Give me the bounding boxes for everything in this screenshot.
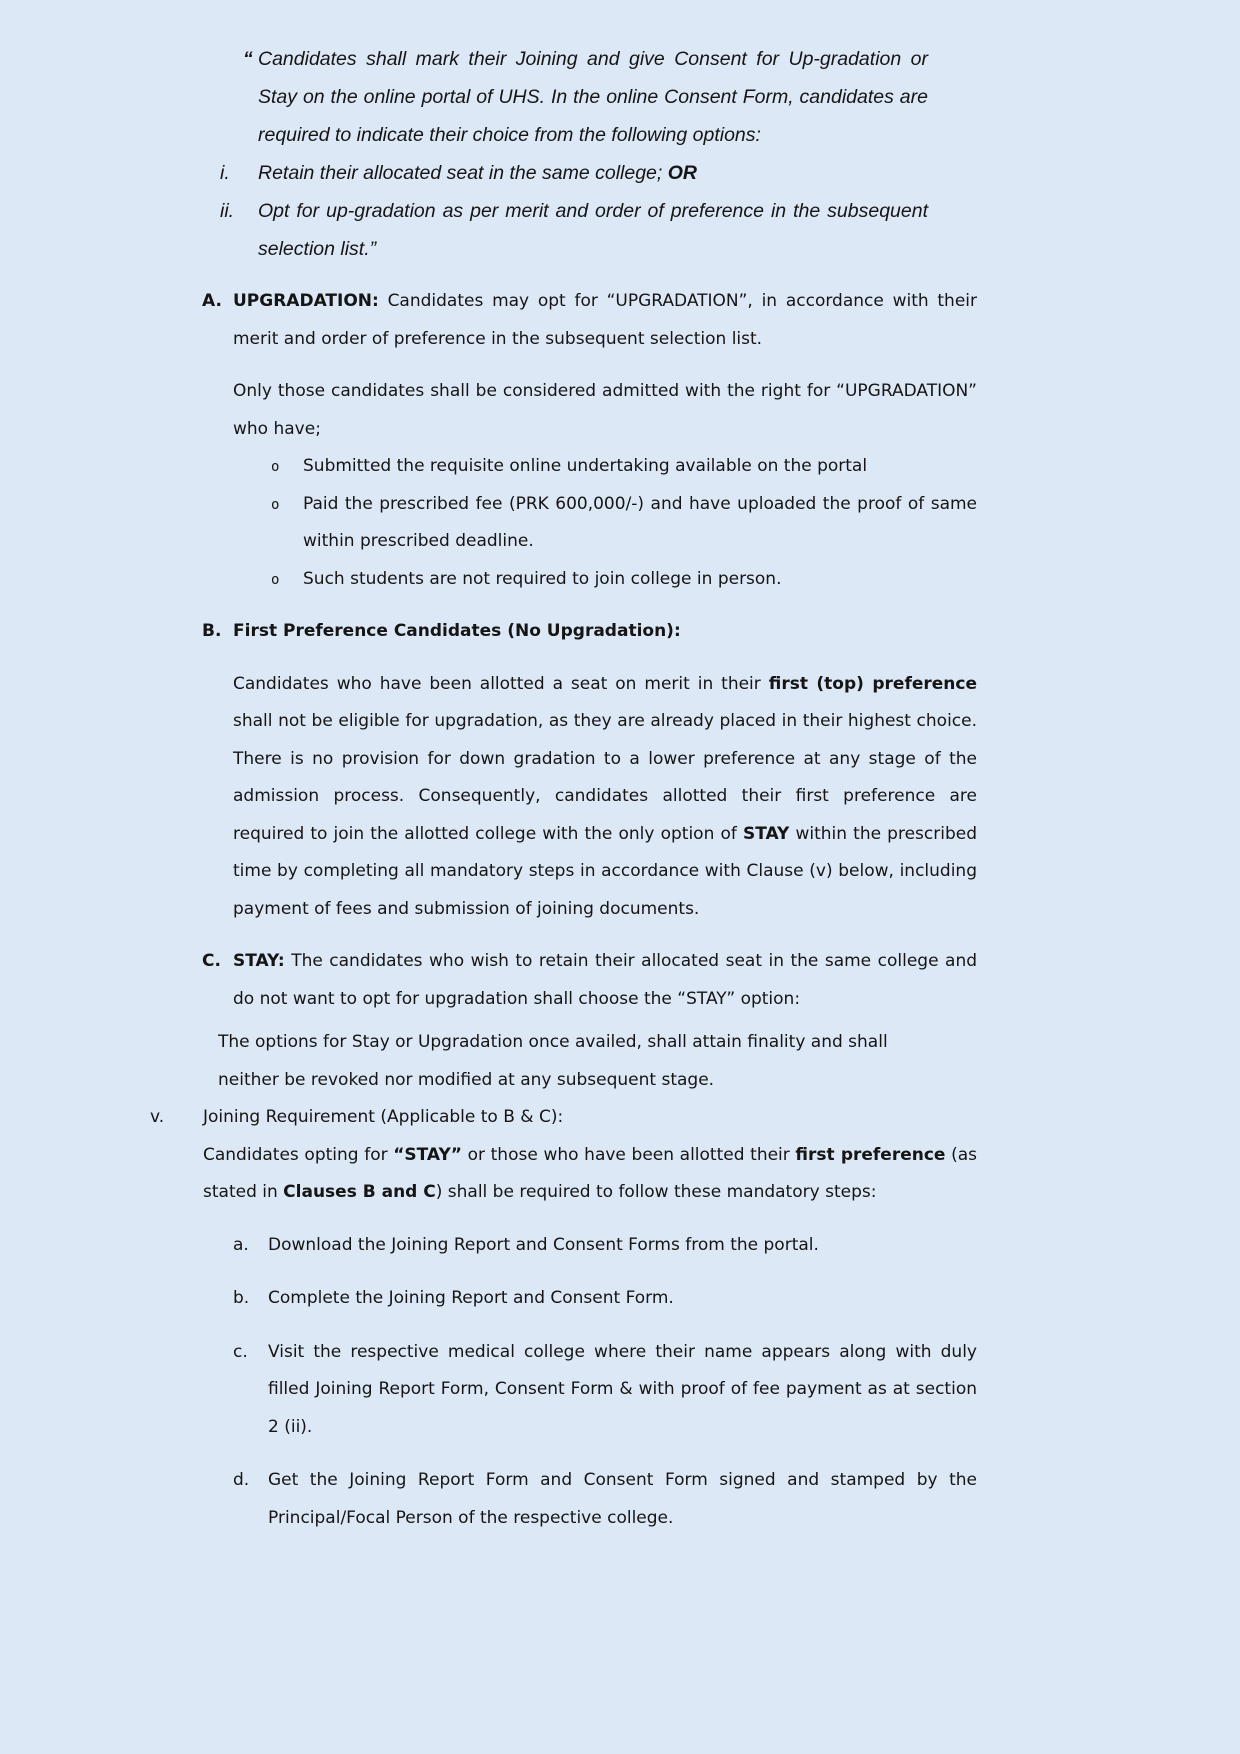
list-item-text: Submitted the requisite online undertaking available on the portal: [303, 456, 868, 476]
paragraph-bold-text: first (top) preference: [768, 673, 977, 694]
list-item: [233, 1227, 977, 1265]
finality-note-paragraph: The options for Stay or Upgradation once availed, shall attain finality and shall neither be revoked nor modified at any subsequent stage.: [218, 1032, 888, 1090]
quote-intro-text: Candidates shall mark their Joining and give Consent for Up-gradation or Stay on the online portal of UHS. In the online Consent Form, candidates are required to indicate their choice from the following options:: [258, 48, 928, 146]
list-marker: c.: [233, 1341, 248, 1362]
section-c-stay: [202, 943, 978, 1018]
list-item-text: Visit the respective medical college where their name appears along with duly filled Joining Report Form, Consent Form & with proof of fee payment as at section 2 (ii).: [268, 1341, 977, 1437]
mandatory-steps-list: [233, 1227, 977, 1538]
circle-bullet-marker: o: [271, 496, 280, 513]
list-item: [271, 486, 977, 561]
section-a-label: A.: [202, 291, 222, 311]
list-marker: b.: [233, 1288, 250, 1308]
paragraph-text: within the prescribed time by completing all mandatory steps in accordance with Clause (v) below, including payment of fees and submission of joining documents.: [233, 823, 977, 919]
paragraph-bold-text: first preference: [795, 1144, 946, 1165]
section-c-paragraph: [202, 943, 978, 1018]
section-b-paragraph: [233, 666, 977, 929]
clause-v-joining-requirement: [150, 1099, 978, 1537]
list-marker: i.: [220, 162, 230, 184]
section-a-text: Candidates may opt for “UPGRADATION”, in accordance with their merit and order of preference in the subsequent selection list.: [233, 291, 977, 349]
list-item: [220, 192, 928, 268]
paragraph-text: (as stated in: [203, 1144, 978, 1202]
quote-intro-paragraph: [243, 40, 928, 154]
open-quote-mark: “: [243, 48, 253, 70]
circle-bullet-marker: o: [271, 571, 280, 588]
section-a-upgradation: [202, 283, 977, 598]
quoted-clause-block: [220, 0, 928, 268]
list-item: [233, 1462, 977, 1537]
list-item: [271, 561, 977, 599]
list-item-bold-text: OR: [667, 162, 697, 184]
paragraph-text: ) shall be required to follow these mandatory steps:: [435, 1182, 877, 1202]
circle-bullet-marker: o: [271, 459, 280, 475]
list-item-text: Complete the Joining Report and Consent Form.: [268, 1288, 674, 1308]
list-item-text: Paid the prescribed fee (PRK 600,000/-) and have uploaded the proof of same within prescribed deadline.: [303, 493, 977, 551]
list-item: [233, 1334, 977, 1447]
clause-v-title-line: [150, 1099, 977, 1137]
section-b-heading: First Preference Candidates (No Upgradation):: [233, 621, 681, 641]
clause-v-title: Joining Requirement (Applicable to B & C):: [203, 1107, 564, 1127]
list-marker: ii.: [220, 200, 235, 222]
list-item-text: Such students are not required to join college in person.: [303, 568, 782, 589]
quote-roman-list: [220, 154, 928, 268]
list-item: [271, 448, 977, 486]
list-item-text: Get the Joining Report Form and Consent Form signed and stamped by the Principal/Focal Person of the respective college.: [268, 1470, 977, 1528]
list-marker: d.: [233, 1470, 250, 1490]
section-b-heading-line: [202, 613, 977, 651]
section-c-heading: STAY:: [233, 951, 285, 971]
section-b-label: B.: [202, 621, 222, 641]
clause-v-paragraph: [203, 1137, 977, 1212]
section-c-text: The candidates who wish to retain their allocated seat in the same college and do not want to opt for upgradation shall choose the “STAY” option:: [233, 951, 978, 1009]
section-b-first-preference: [202, 613, 977, 928]
list-item-text: Retain their allocated seat in the same college;: [258, 162, 668, 184]
section-a-lead-paragraph: [202, 283, 977, 358]
section-c-label: C.: [202, 951, 221, 971]
clause-v-marker: v.: [150, 1107, 165, 1127]
paragraph-bold-text: STAY: [742, 823, 790, 844]
list-item-text: Download the Joining Report and Consent Forms from the portal.: [268, 1234, 819, 1255]
section-a-heading: UPGRADATION:: [233, 291, 379, 311]
paragraph-bold-text: Clauses B and C: [283, 1182, 436, 1202]
list-item: [220, 154, 928, 192]
paragraph-text: Candidates who have been allotted a seat on merit in their: [233, 673, 769, 694]
list-item-text: Opt for up-gradation as per merit and order of preference in the subsequent selection list.”: [258, 200, 928, 260]
list-marker: a.: [233, 1234, 249, 1255]
paragraph-text: or those who have been allotted their: [461, 1144, 796, 1165]
section-a-bullet-list: [233, 448, 977, 598]
paragraph-text: shall not be eligible for upgradation, as they are already placed in their highest choice. There is no provision for down gradation to a lower preference at any stage of the admission process. Consequently, candidates allotted their first preference are required to join the allotted college with the only option of: [233, 711, 977, 844]
paragraph-bold-text: “STAY”: [393, 1144, 462, 1165]
section-a-second-paragraph: Only those candidates shall be considered admitted with the right for “UPGRADATION” who have;: [233, 381, 977, 439]
paragraph-text: Candidates opting for: [203, 1144, 394, 1165]
list-item: [233, 1280, 977, 1318]
